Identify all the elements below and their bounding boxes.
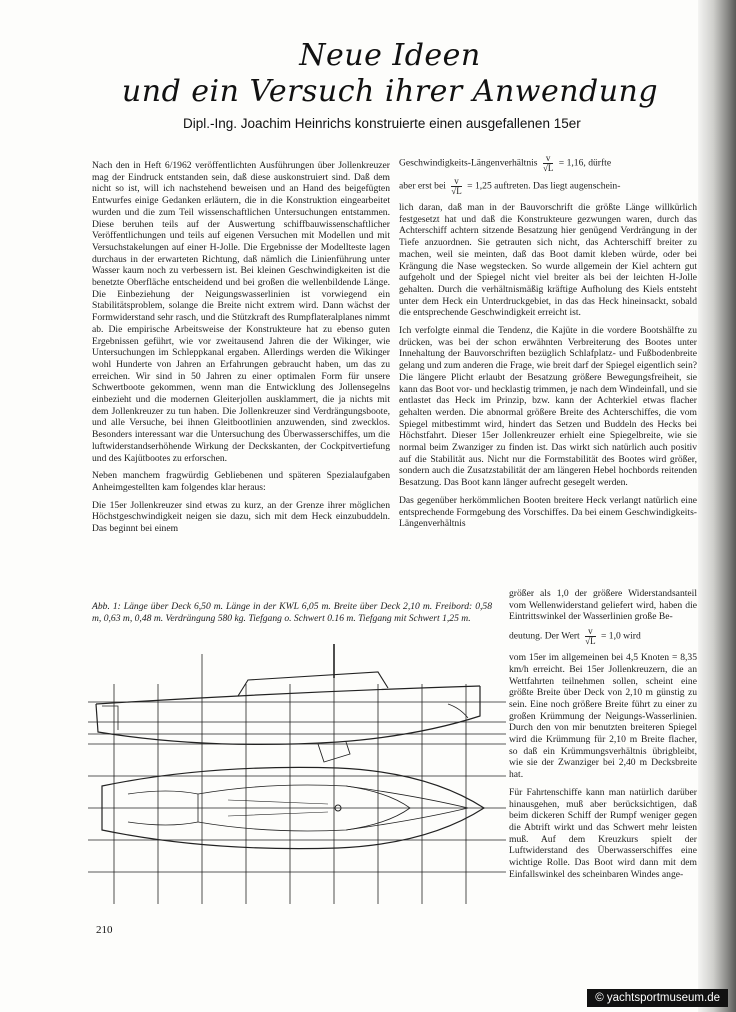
paragraph: Nach den in Heft 6/1962 veröffentlichten Ausführungen über Jollenkreuzer mag der Eindruck entstanden sein, daß diese auskonstruiert sind. Daß dem nicht so ist, will ich nachstehend beweisen und an Hand des beigefügten Entwurfes einige Gedanken erläutern, die in die Konstruktion eingearbeitet wurden und die zum Teil wissenschaftlichen Untersuchungen entstammen. Diese beruhen teils auf der Auswertung schiffbauwissenschaftlicher Veröffentlichungen und teils auf eigenen Versuchen mit Modellen und mit Versuchstakelungen auf einer H-Jolle. Die Ergebnisse der Modellteste lagen durchaus in der erwarteten Richtung, daß nämlich die Linienführung unter Wasser kaum noch zu verbessern ist. Bei kleinen Geschwindigkeiten ist die benetzte Oberfläche entscheidend und bei großen die wellenbildende Länge. Die Einbeziehung der Neigungswasserlinien ist vorwiegend ein Stabilitätsproblem, solange die Breite nicht extrem wird. Dann wächst der Formwiderstand sehr rasch, und die Stützkraft des Rumpflateralplanes nimmt ab. Die empirische Arbeitsweise der Konstrukteure hat zu ebenso guten Ergebnissen geführt, wie vor zweitausend Jahren die der Wikinger, wie Untersuchungen im Schleppkanal ergaben. Allerdings werden die Wikinger wohl Hunderte von Jahren an Erfahrungen gebraucht haben, um das zu erreichen. Wir sind in 50 Jahren zu einer optimalen Form für unsere Schwertboote gekommen, wenn man die Entwicklung des Jollensegelns einbezieht und die modernen Gleiterjollen ausklammert, die ja nichts mit dem Jollenkreuzer zu tun haben. Die Jollenkreuzer sind Verdrängungsboote, und alle Versuche, bei ihnen Gleitbootlinien anzuwenden, sind zwecklos. Besonders interessant war die Untersuchung des Überwasserschiffes, um die luftwiderstandserhöhende Wirkung der Deckskanten, der Cockpitvertiefung und des Kajütbootes zu erforschen.	[92, 160, 390, 464]
left-text-column	[92, 160, 390, 572]
page-binding-shadow	[698, 0, 736, 1012]
formula-line: deutung. Der Wert $\frac{v}{√L}$ = 1,0 wird	[509, 626, 641, 647]
formula-line: Geschwindigkeits-Längenverhältnis $\frac{v}{√L}$ = 1,16, dürfte	[399, 154, 612, 173]
title-line-1: Neue Ideen	[299, 38, 481, 73]
paragraph: größer als 1,0 der größere Widerstandsanteil vom Wellenwiderstand geliefert wird, haben die Eintrittswinkel der Wasserlinien große Be-	[509, 588, 697, 623]
formula-line: aber erst bei $\frac{v}{√L}$ = 1,25 auftreten. Das liegt augenschein-	[399, 176, 621, 196]
page-number: 210	[96, 924, 113, 936]
formula-v-sqrt-l: $\frac{v}{√L}$	[451, 176, 462, 196]
article-subtitle: Dipl.-Ing. Joachim Heinrichs konstruierte einen ausgefallenen 15er	[183, 116, 581, 131]
bow-section	[448, 704, 468, 718]
formula-v-sqrt-l: $\frac{v}{√L}$	[542, 154, 554, 173]
paragraph: Ich verfolgte einmal die Tendenz, die Kajüte in die vordere Bootshälfte zu drücken, was bei der schon erwähnten Verbreiterung des Bootes unter Innehaltung der Bauvorschriften bezüglich Schlafplatz- und Fußbodenbreite gelang und zum anderen die Frage, wie breit darf der Spiegel eigentlich sein? Die längere Plicht erlaubt der Besatzung größere Bewegungsfreiheit, sie kann das Boot vor- und hecklastig trimmen, je nach dem Windeinfall, und sie entlastet das Heck im Prinzip, bzw. kann der Achterkiel etwas flacher gehalten werden. Die abnormal größere Breite des Achterschiffes, die vom Spiegel mitbestimmt wird, hindert das Setzen und Buddeln des Hecks bei Höchstfahrt. Dieser 15er Jollenkreuzer erhielt eine Spiegelbreite, wie sie normal beim Zwanziger zu finden ist. Das wirkt sich natürlich auch positiv auf die Stabilität aus. Nicht nur die Formstabilität des Bootes wird größer, sondern auch die Zusatzstabilität der am längeren Hebel hochbords reitenden Besatzung. Das Boot kann länger aufrecht gesegelt werden.	[399, 325, 697, 489]
paragraph: Für Fahrtenschiffe kann man natürlich darüber hinausgehen, muß aber berücksichtigen, daß beim dickeren Schiff der Rumpf weniger gegen die Abtrift wirkt und das Schwert mehr leisten muß. Auf dem Kreuzkurs spielt der Luftwiderstand des Überwasserschiffes eine wichtige Rolle. Das Boot wird dann mit dem Einfallswinkel des scheinbaren Windes ange-	[509, 786, 697, 880]
right-lower-text-column	[509, 588, 697, 938]
formula-v-sqrt-l: $\frac{v}{√L}$	[585, 626, 596, 647]
paragraph: Die 15er Jollenkreuzer sind etwas zu kurz, an der Grenze ihrer möglichen Höchstgeschwindigkeit neigen sie dazu, sich mit dem Heck einzubuddeln. Das beginnt bei einem	[92, 499, 390, 535]
right-text-column	[399, 154, 697, 568]
title-line-2: und ein Versuch ihrer Anwendung	[121, 74, 659, 109]
copyright-watermark: © yachtsportmuseum.de	[587, 989, 728, 1007]
boat-lines-drawing	[88, 644, 506, 940]
paragraph: vom 15er im allgemeinen bei 4,5 Knoten = 8,35 km/h erreicht. Bei 15er Jollenkreuzern, die an Wettfahrten teilnehmen sollen, scheint eine größte Breite über Deck von 2,10 m günstig zu sein. Eine noch größere Breite führt zu einer zu großen Krümmung der Neigungs-Wasserlinien. Durch den von mir benutzten breiteren Spiegel wird die Krümmung für 2,10 m Breite flacher, so daß ein Krümmungsverhältnis übrigbleibt, wie sie der Zwanziger bei 2,40 m Decksbreite hat.	[509, 652, 697, 781]
figure-caption: Abb. 1: Länge über Deck 6,50 m. Länge in der KWL 6,05 m. Breite über Deck 2,10 m. Freibord: 0,58 m, 0,63 m, 0,48 m. Verdrängung 580 kg. Tiefgang o. Schwert 0.16 m. Tiefgang mit Schwert 1,25 m.	[92, 601, 492, 624]
cockpit-line	[128, 791, 198, 794]
cockpit-line	[128, 822, 198, 825]
paragraph: Das gegenüber herkömmlichen Booten breitere Heck verlangt natürlich eine entsprechende Formgebung des Vorschiffes. Da bei einem Geschwindigkeits-Längenverhältnis	[399, 494, 697, 530]
paragraph: Neben manchem fragwürdig Gebliebenen und späteren Spezialaufgaben Anheimgestellten kam folgendes klar heraus:	[92, 470, 390, 493]
transom-detail	[102, 706, 118, 730]
article-title	[110, 38, 670, 110]
paragraph: lich daran, daß man in der Bauvorschrift die größte Länge willkürlich festgesetzt hat und daß die Konstrukteure gezwungen waren, durch das Achterschiff achtern sitzende Besatzung hier genügend Verdrängung in der Tiefe anzuordnen. Sie getrauten sich nicht, das Achterschiff breiter zu machen, weil sie meinten, daß das Boot damit kleben würde, oder bei Krängung die Nase wegstecken. So wurde allgemein der Kiel achtern gut aufgeholt und der Spiegel nicht viel breiter als bei der leichten H-Jolle gehalten. Durch die verhältnismäßig kräftige Aufholung des Kiels entsteht unter dem Heck ein Unterdruckgebiet, in das das Heck hineinsackt, sobald die entsprechende Geschwindigkeit erreicht ist.	[399, 202, 697, 319]
